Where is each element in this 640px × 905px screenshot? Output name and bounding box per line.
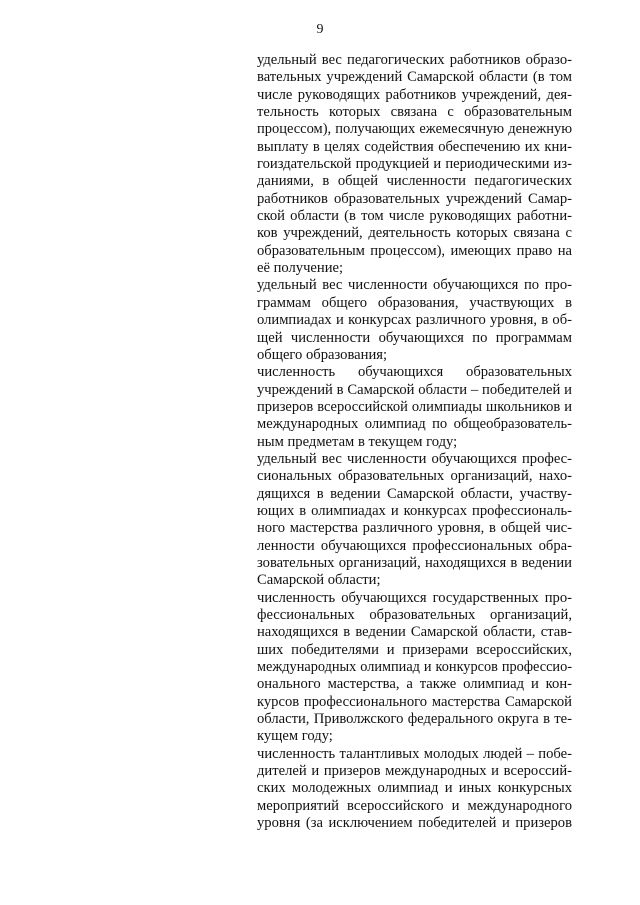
text-line: Самарской области; (257, 572, 381, 589)
body-text (257, 52, 572, 832)
text-line: ного мастерства различного уровня, в общей чис- (257, 520, 572, 537)
text-line: кущем году; (257, 728, 333, 745)
text-line: её получение; (257, 260, 344, 277)
text-line: международных олимпиад и конкурсов профессио- (257, 659, 572, 676)
text-line: ленности обучающихся профессиональных обра- (257, 537, 572, 554)
text-line: удельный вес численности обучающихся профес- (257, 450, 572, 467)
text-line: процессом), получающих ежемесячную денежную (257, 121, 572, 138)
text-line: области, Приволжского федерального округа в те- (257, 711, 572, 728)
text-line: гоиздательской продукцией и периодическими из- (257, 156, 572, 173)
text-line: даниями, в общей численности педагогических (257, 173, 572, 190)
text-line: удельный вес численности обучающихся по про- (257, 277, 572, 294)
text-line: ным предметам в текущем году; (257, 433, 458, 450)
text-line: образовательным процессом), имеющих право на (257, 242, 572, 259)
text-line: олимпиадах и конкурсах различного уровня, в об- (257, 312, 572, 329)
text-line: численность талантливых молодых людей – побе- (257, 745, 572, 762)
text-line: общего образования; (257, 346, 388, 363)
text-line: дящихся в ведении Самарской области, участву- (257, 485, 572, 502)
text-line: числе руководящих работников учреждений, дея- (257, 86, 572, 103)
text-line: онального мастерства, а также олимпиад и кон- (257, 676, 572, 693)
text-line: вательных учреждений Самарской области (в том (257, 69, 572, 86)
text-line: дителей и призеров международных и всероссий- (257, 763, 572, 780)
text-line: мероприятий всероссийского и международного (257, 797, 572, 814)
text-line: ших победителями и призерами всероссийских, (257, 641, 572, 658)
text-line: курсов профессионального мастерства Самарской (257, 693, 572, 710)
text-line: ющих в олимпиадах и конкурсах профессиональ- (257, 502, 572, 519)
text-line: щей численности обучающихся по программам (257, 329, 572, 346)
text-line: сиональных образовательных организаций, нахо- (257, 468, 572, 485)
text-line: ков учреждений, деятельность которых связана с (257, 225, 572, 242)
text-line: призеров всероссийской олимпиады школьников и (257, 398, 572, 415)
text-line: фессиональных образовательных организаций, (257, 607, 572, 623)
text-line: учреждений в Самарской области – победителей и (257, 381, 572, 398)
text-line: работников образовательных учреждений Самар- (257, 190, 572, 207)
text-line: выплату в целях содействия обеспечению их кни- (257, 138, 572, 155)
text-line: численность обучающихся государственных про- (257, 589, 572, 606)
page-number: 9 (316, 22, 324, 37)
text-line: ских молодежных олимпиад и иных конкурсных (257, 780, 572, 797)
text-line: находящихся в ведении Самарской области, став- (257, 624, 572, 641)
text-line: зовательных организаций, находящихся в ведении (257, 554, 572, 571)
text-line: уровня (за исключением победителей и призеров (257, 815, 572, 832)
text-line: тельность которых связана с образовательным (257, 104, 572, 121)
text-line: международных олимпиад по общеобразователь- (257, 416, 572, 433)
text-line: удельный вес педагогических работников образо- (257, 52, 572, 68)
text-line: ской области (в том числе руководящих работни- (257, 208, 572, 225)
text-line: численность обучающихся образовательных (257, 364, 572, 381)
text-line: граммам общего образования, участвующих в (257, 294, 572, 311)
